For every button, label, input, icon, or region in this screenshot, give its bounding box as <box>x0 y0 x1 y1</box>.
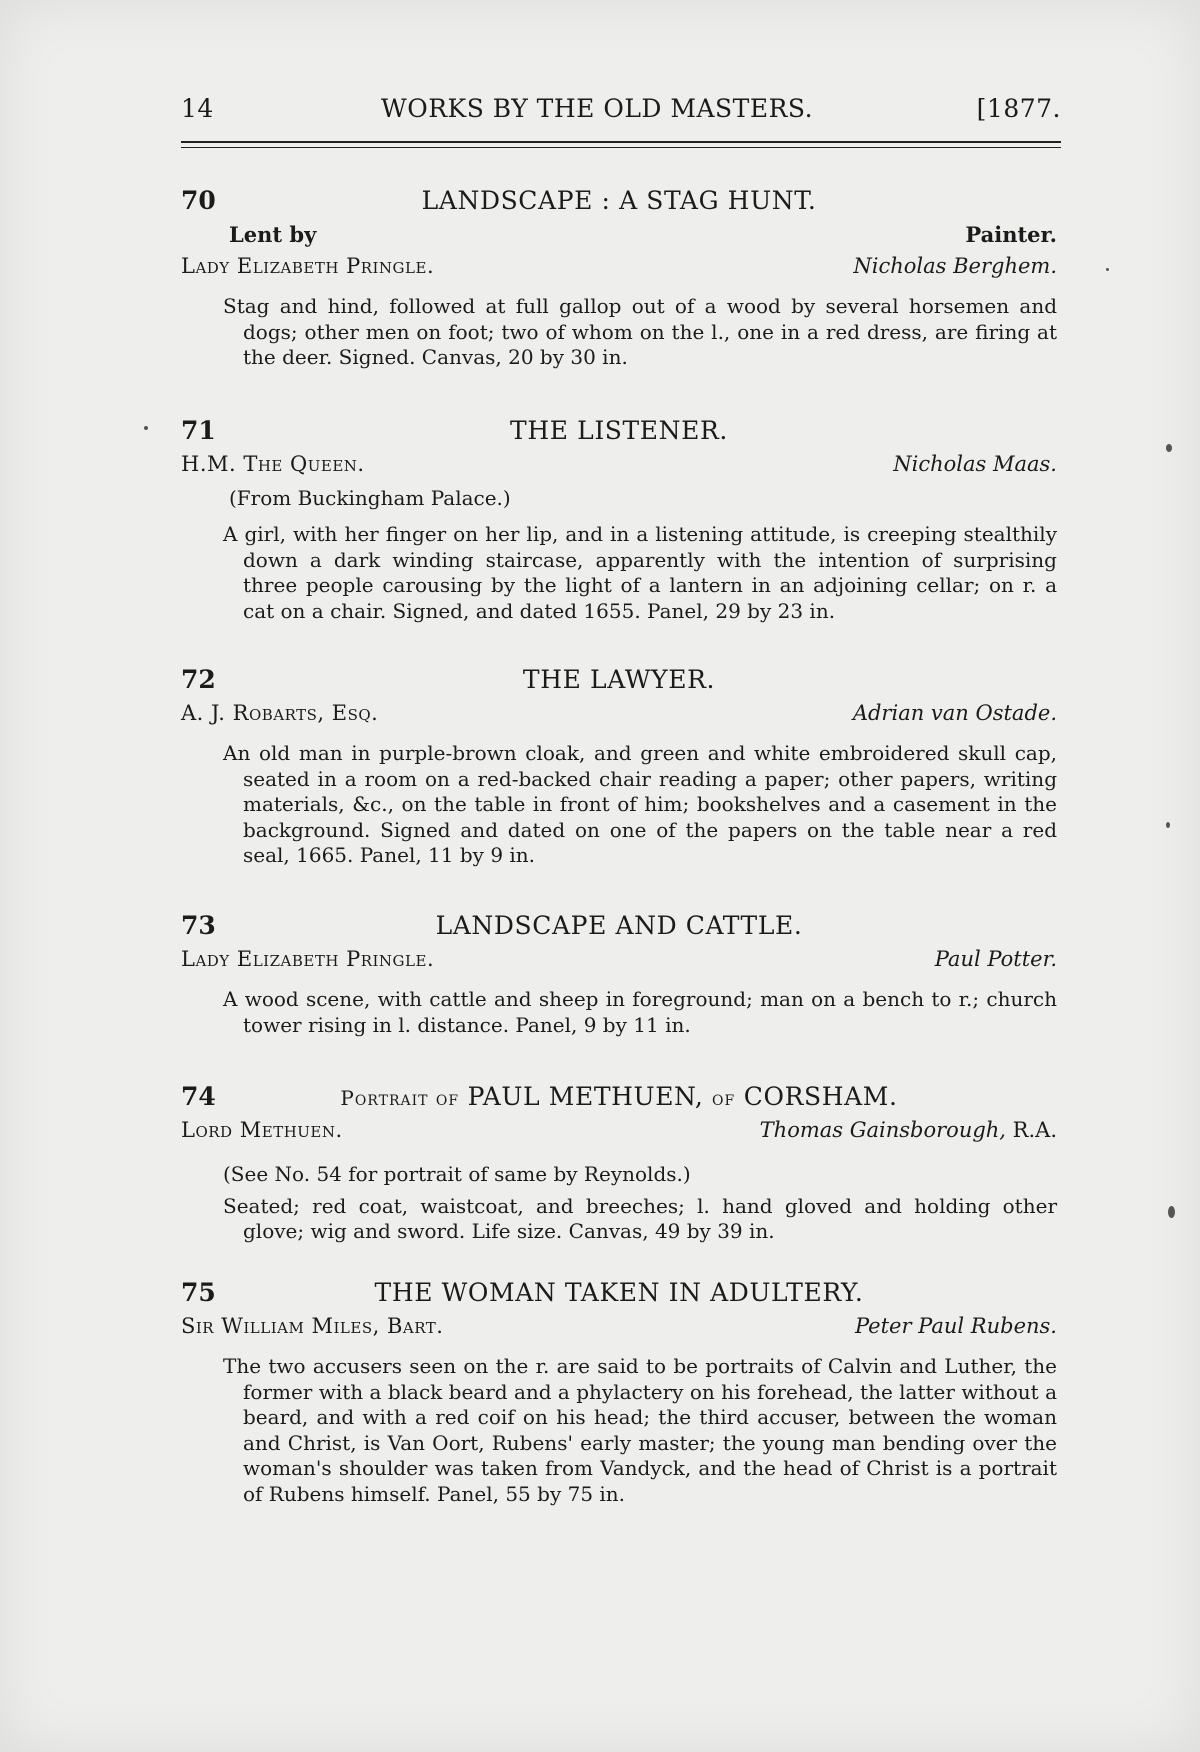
page-number: 14 <box>181 94 214 123</box>
catalogue-entry-75 <box>181 1278 1057 1507</box>
entry-number: 75 <box>181 1278 216 1307</box>
paper-speck <box>1168 1206 1175 1218</box>
entry-number: 71 <box>181 416 216 445</box>
entry-number: 70 <box>181 186 216 215</box>
entry-number: 74 <box>181 1082 216 1111</box>
header-rule-thin <box>181 147 1061 148</box>
title-of: of <box>712 1086 736 1110</box>
title-place: CORSHAM. <box>743 1082 898 1111</box>
entry-description: The two accusers seen on the r. are said to be portraits of Calvin and Luther, the former with a black beard and a phylactery on his forehead, the latter without a beard, and with a red coif on his head; the third accuser, between the woman and Christ, is Van Oort, Rubens' early master; the young man bending over the woman's shoulder was taken from Vandyck, and the head of Christ is a portrait of Rubens himself. Panel, 55 by 75 in. <box>223 1354 1057 1506</box>
entry-painter: Nicholas Maas. <box>893 452 1057 476</box>
entry-painter: Paul Potter. <box>934 947 1057 971</box>
catalogue-entry-74 <box>181 1082 1057 1245</box>
catalogue-entry-71 <box>181 416 1057 624</box>
entry-lender: Lady Elizabeth Pringle. <box>181 947 435 971</box>
entry-title: LANDSCAPE : A STAG HUNT. <box>421 186 817 215</box>
entry-lender: H.M. The Queen. <box>181 452 365 476</box>
entry-painter: Adrian van Ostade. <box>852 701 1057 725</box>
page-title: WORKS BY THE OLD MASTERS. <box>381 94 814 123</box>
entry-title: THE LAWYER. <box>522 665 716 694</box>
title-prefix: Portrait of <box>340 1086 460 1110</box>
catalogue-entry-73 <box>181 911 1057 1038</box>
entry-lender: Sir William Miles, Bart. <box>181 1314 444 1338</box>
painter-header: Painter. <box>965 222 1057 247</box>
running-head <box>181 94 1061 134</box>
paper-speck <box>1166 444 1172 452</box>
catalogue-entry-70 <box>181 186 1057 371</box>
entry-lender: A. J. Robarts, Esq. <box>181 701 379 725</box>
entry-title: THE LISTENER. <box>510 416 728 445</box>
entry-description: A wood scene, with cattle and sheep in foreground; man on a bench to r.; church tower rising in l. distance. Panel, 9 by 11 in. <box>223 987 1057 1037</box>
header-rule-thick <box>181 141 1061 143</box>
paper-speck <box>144 426 148 430</box>
entry-title: LANDSCAPE AND CATTLE. <box>435 911 803 940</box>
entry-note: (From Buckingham Palace.) <box>229 486 511 510</box>
page-year: [1877. <box>976 94 1061 123</box>
entry-title <box>181 1082 1057 1111</box>
entry-lender: Lady Elizabeth Pringle. <box>181 254 435 278</box>
paper-speck <box>1106 268 1109 271</box>
entry-painter: Nicholas Berghem. <box>853 254 1057 278</box>
paper-speck <box>1166 822 1170 828</box>
entry-painter <box>760 1118 1057 1142</box>
entry-note: (See No. 54 for portrait of same by Reynolds.) <box>223 1162 691 1186</box>
entry-number: 73 <box>181 911 216 940</box>
entry-description: Stag and hind, followed at full gallop out of a wood by several horsemen and dogs; other men on foot; two of whom on the l., one in a red dress, are firing at the deer. Signed. Canvas, 20 by 30 in. <box>223 294 1057 369</box>
entry-lender: Lord Methuen. <box>181 1118 343 1142</box>
painter-name: Thomas Gainsborough, <box>759 1118 1006 1142</box>
entry-description: An old man in purple-brown cloak, and green and white embroidered skull cap, seated in a room on a red-backed chair reading a paper; other papers, writing materials, &c., on the table in front of him; bookshelves and a casement in the background. Signed and dated on one of the papers on the table near a red seal, 1665. Panel, 11 by 9 in. <box>223 741 1057 867</box>
entry-description: Seated; red coat, waistcoat, and breeches; l. hand gloved and holding other glove; wig and sword. Life size. Canvas, 49 by 39 in. <box>223 1193 1057 1243</box>
painter-suffix: R.A. <box>1012 1118 1057 1142</box>
entry-title: THE WOMAN TAKEN IN ADULTERY. <box>374 1278 864 1307</box>
catalogue-entry-72 <box>181 665 1057 869</box>
entry-description: A girl, with her finger on her lip, and in a listening attitude, is creeping stealthily down a dark winding staircase, apparently with the intention of surprising three people carousing by the light of a lantern in an adjoining cellar; on r. a cat on a chair. Signed, and dated 1655. Panel, 29 by 23 in. <box>223 522 1057 623</box>
title-name: PAUL METHUEN, <box>467 1082 704 1111</box>
lent-by-header: Lent by <box>229 222 317 247</box>
entry-painter: Peter Paul Rubens. <box>854 1314 1057 1338</box>
column-headers <box>181 222 1057 254</box>
entry-number: 72 <box>181 665 216 694</box>
